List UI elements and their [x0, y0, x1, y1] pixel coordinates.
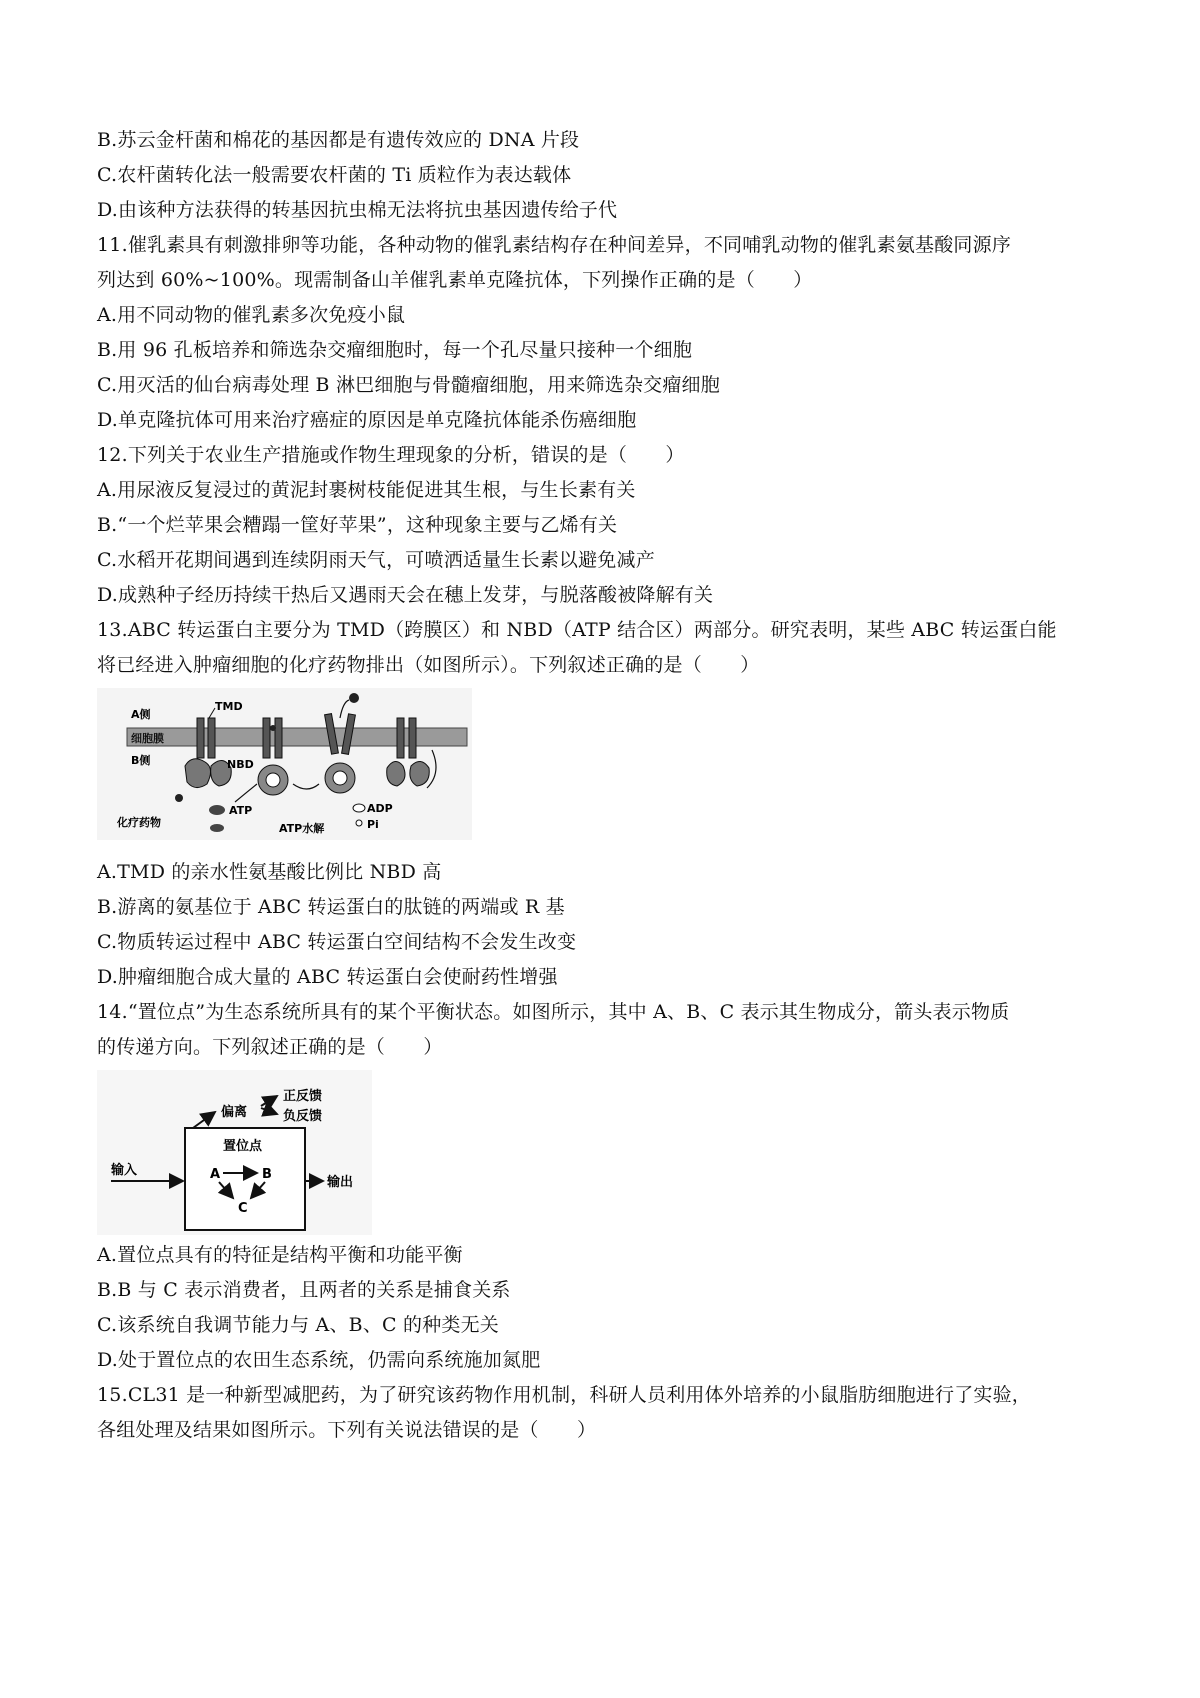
- q15-stem-line2: 各组处理及结果如图所示。下列有关说法错误的是（ ）: [97, 1419, 597, 1441]
- output-label: 输出: [327, 1175, 354, 1190]
- node-b-label: B: [262, 1167, 272, 1182]
- q14-option-d: D.处于置位点的农田生态系统，仍需向系统施加氮肥: [97, 1349, 541, 1371]
- q13-option-c: C.物质转运过程中 ABC 转运蛋白空间结构不会发生改变: [97, 931, 577, 953]
- side-b-label: B侧: [131, 754, 151, 767]
- node-a-label: A: [210, 1167, 221, 1182]
- q11-stem-line2: 列达到 60%~100%。现需制备山羊催乳素单克隆抗体，下列操作正确的是（ ）: [97, 269, 813, 291]
- tmd-label: TMD: [215, 700, 243, 713]
- pi-label: Pi: [367, 818, 379, 831]
- q11-option-d: D.单克隆抗体可用来治疗癌症的原因是单克隆抗体能杀伤癌细胞: [97, 409, 637, 431]
- nbd-label: NBD: [227, 758, 254, 771]
- q13-stem-line1: 13.ABC 转运蛋白主要分为 TMD（跨膜区）和 NBD（ATP 结合区）两部分。研究表明，某些 ABC 转运蛋白能: [97, 619, 1057, 641]
- set-point-figure: [97, 1070, 372, 1235]
- adp-molecule: [353, 804, 365, 812]
- q11-stem-line1: 11.催乳素具有刺激排卵等功能，各种动物的催乳素结构存在种间差异，不同哺乳动物的催乳素氨基酸同源序: [97, 234, 1012, 256]
- q13-stem-line2: 将已经进入肿瘤细胞的化疗药物排出（如图所示）。下列叙述正确的是（ ）: [97, 654, 760, 676]
- deviation-label: 偏离: [221, 1105, 248, 1120]
- positive-feedback-label: 正反馈: [283, 1089, 323, 1104]
- q11-option-b: B.用 96 孔板培养和筛选杂交瘤细胞时，每一个孔尽量只接种一个细胞: [97, 339, 693, 361]
- node-c-label: C: [238, 1201, 248, 1216]
- q14-stem-line2: 的传递方向。下列叙述正确的是（ ）: [97, 1036, 443, 1058]
- q12-option-b: B.“一个烂苹果会糟蹋一筐好苹果”，这种现象主要与乙烯有关: [97, 514, 618, 536]
- pi-molecule: [356, 820, 362, 826]
- q12-option-c: C.水稻开花期间遇到连续阴雨天气，可喷洒适量生长素以避免减产: [97, 549, 655, 571]
- q11-option-c: C.用灭活的仙台病毒处理 B 淋巴细胞与骨髓瘤细胞，用来筛选杂交瘤细胞: [97, 374, 720, 396]
- q14-option-a: A.置位点具有的特征是结构平衡和功能平衡: [97, 1244, 463, 1266]
- q12-option-d: D.成熟种子经历持续干热后又遇雨天会在穗上发芽，与脱落酸被降解有关: [97, 584, 714, 606]
- q13-option-d: D.肿瘤细胞合成大量的 ABC 转运蛋白会使耐药性增强: [97, 966, 558, 988]
- atp-molecule-2: [210, 824, 224, 832]
- negative-feedback-label: 负反馈: [283, 1109, 323, 1124]
- drug-label: 化疗药物: [117, 816, 161, 829]
- q10-option-c: C.农杆菌转化法一般需要农杆菌的 Ti 质粒作为表达载体: [97, 164, 572, 186]
- adp-label: ADP: [367, 802, 393, 815]
- drug-molecule-free: [175, 794, 183, 802]
- atp-label: ATP: [229, 804, 253, 817]
- q13-option-b: B.游离的氨基位于 ABC 转运蛋白的肽链的两端或 R 基: [97, 896, 565, 918]
- q14-stem-line1: 14.“置位点”为生态系统所具有的某个平衡状态。如图所示，其中 A、B、C 表示其生物成分，箭头表示物质: [97, 1001, 1010, 1023]
- q12-option-a: A.用尿液反复浸过的黄泥封裹树枝能促进其生根，与生长素有关: [97, 479, 636, 501]
- drug-molecule-expelled: [349, 693, 359, 703]
- drug-molecule-bound: [270, 725, 276, 731]
- atp-hydrolysis-label: ATP水解: [279, 822, 325, 835]
- q11-option-a: A.用不同动物的催乳素多次免疫小鼠: [97, 304, 406, 326]
- q15-stem-line1: 15.CL31 是一种新型减肥药，为了研究该药物作用机制，科研人员利用体外培养的小鼠脂肪细胞进行了实验，: [97, 1384, 1031, 1406]
- input-label: 输入: [111, 1163, 138, 1178]
- q10-option-b: B.苏云金杆菌和棉花的基因都是有遗传效应的 DNA 片段: [97, 129, 580, 151]
- set-point-label: 置位点: [223, 1139, 263, 1154]
- q10-option-d: D.由该种方法获得的转基因抗虫棉无法将抗虫基因遗传给子代: [97, 199, 618, 221]
- atp-molecule: [209, 805, 225, 815]
- q14-option-b: B.B 与 C 表示消费者，且两者的关系是捕食关系: [97, 1279, 511, 1301]
- membrane-label: 细胞膜: [131, 732, 164, 745]
- q12-stem: 12.下列关于农业生产措施或作物生理现象的分析，错误的是（ ）: [97, 444, 685, 466]
- q13-option-a: A.TMD 的亲水性氨基酸比例比 NBD 高: [97, 861, 442, 883]
- q14-option-c: C.该系统自我调节能力与 A、B、C 的种类无关: [97, 1314, 500, 1336]
- side-a-label: A侧: [131, 708, 151, 721]
- abc-transporter-figure: [97, 688, 472, 840]
